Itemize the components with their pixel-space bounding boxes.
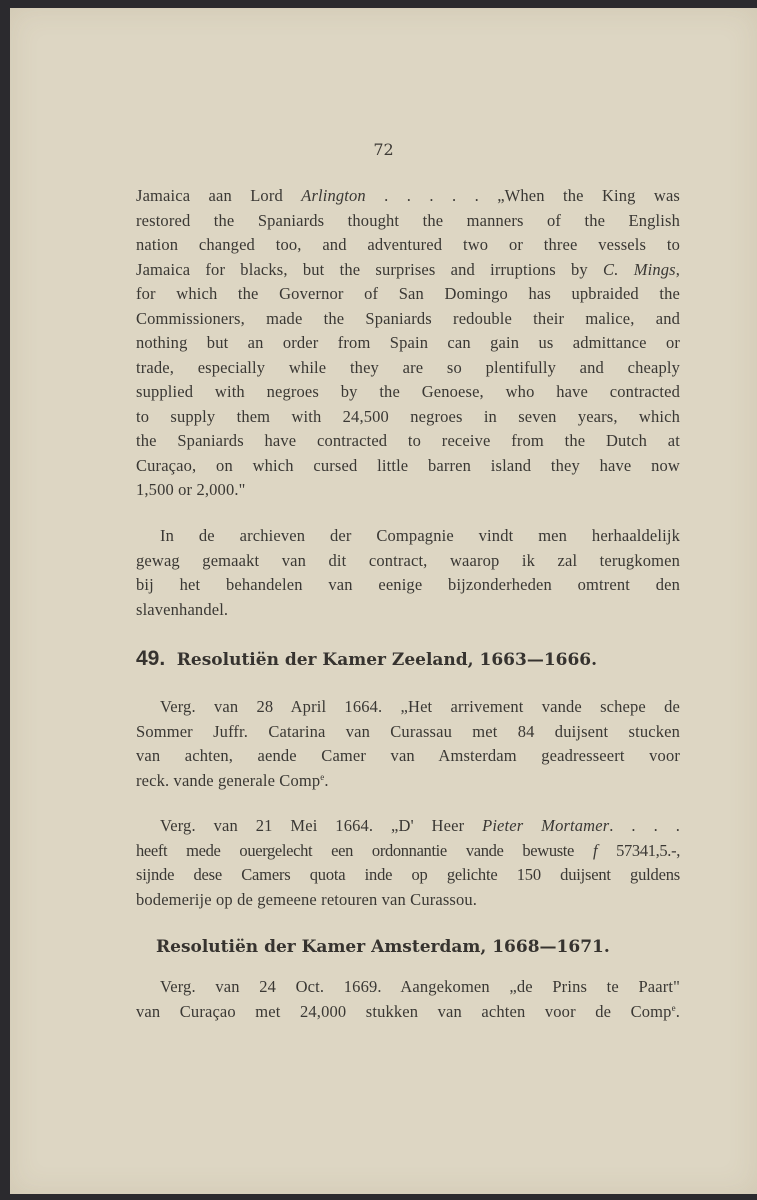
- text-line: bij het behandelen van eenige bijzonderheden omtrent den: [136, 575, 680, 594]
- section-heading-49: [136, 647, 597, 671]
- resolution-paragraph: [136, 975, 680, 1024]
- text-line: gewag gemaakt van dit contract, waarop ik zal terugkomen: [136, 550, 680, 570]
- text-line: Commissioners, made the Spaniards redouble their malice, and: [136, 308, 680, 328]
- text-line: nation changed too, and adventured two or three vessels to: [136, 235, 680, 254]
- text-line: supplied with negroes by the Genoese, who have contracted: [136, 382, 680, 401]
- text-line: Jamaica aan Lord Arlington . . . . . „When the King was: [136, 186, 681, 205]
- text-line: Verg. van 24 Oct. 1669. Aangekomen „de Prins te Paart": [160, 977, 680, 996]
- text-line: restored the Spaniards thought the manners of the English: [136, 210, 680, 230]
- section-number: 49.: [136, 647, 166, 670]
- text-line: heeft mede ouergelecht een ordonnantie vande bewuste f 57341,5.-,: [136, 840, 680, 860]
- text-line: van achten, aende Camer van Amsterdam geadresseert voor: [136, 746, 680, 765]
- text-line: nothing but an order from Spain can gain us admittance or: [136, 333, 680, 352]
- resolution-paragraph: [136, 695, 680, 793]
- page: [10, 8, 757, 1194]
- text-line: sijnde dese Camers quota inde op gelichte 150 duijsent guldens: [136, 865, 680, 884]
- page-number: 72: [373, 140, 394, 159]
- quote-paragraph: [136, 184, 680, 503]
- text-line: to supply them with 24,500 negroes in seven years, which: [136, 406, 680, 426]
- section-heading-amsterdam: [156, 937, 610, 957]
- text-line: Jamaica for blacks, but the surprises and irruptions by C. Mings,: [136, 259, 680, 279]
- text-line: 1,500 or 2,000.": [136, 480, 246, 499]
- text-line: for which the Governor of San Domingo has upbraided the: [136, 284, 680, 303]
- text-line: reck. vande generale Comp$^e$.: [136, 770, 329, 790]
- text-line: slavenhandel.: [136, 599, 229, 619]
- section-title: Resolutiën der Kamer Amsterdam, 1668—1671.: [156, 937, 610, 957]
- text-line: bodemerije op de gemeene retouren van Curassou.: [136, 889, 478, 909]
- text-line: van Curaçao met 24,000 stukken van achten voor de Comp$^e$.: [136, 1001, 680, 1021]
- text-line: Sommer Juffr. Catarina van Curassau met 84 duijsent stucken: [136, 721, 680, 741]
- text-line: Curaçao, on which cursed little barren island they have now: [136, 455, 680, 475]
- text-line: In de archieven der Compagnie vindt men herhaaldelijk: [160, 526, 680, 545]
- text-line: the Spaniards have contracted to receive from the Dutch at: [136, 431, 680, 450]
- resolution-paragraph: [136, 814, 680, 912]
- text-line: Verg. van 21 Mei 1664. „D' Heer Pieter Mortamer. . . .: [160, 816, 680, 835]
- text-line: Verg. van 28 April 1664. „Het arrivement vande schepe de: [160, 697, 680, 716]
- section-title: Resolutiën der Kamer Zeeland, 1663—1666.: [176, 650, 598, 670]
- text-line: trade, especially while they are so plentifully and cheaply: [136, 357, 680, 377]
- archive-paragraph: [136, 524, 680, 622]
